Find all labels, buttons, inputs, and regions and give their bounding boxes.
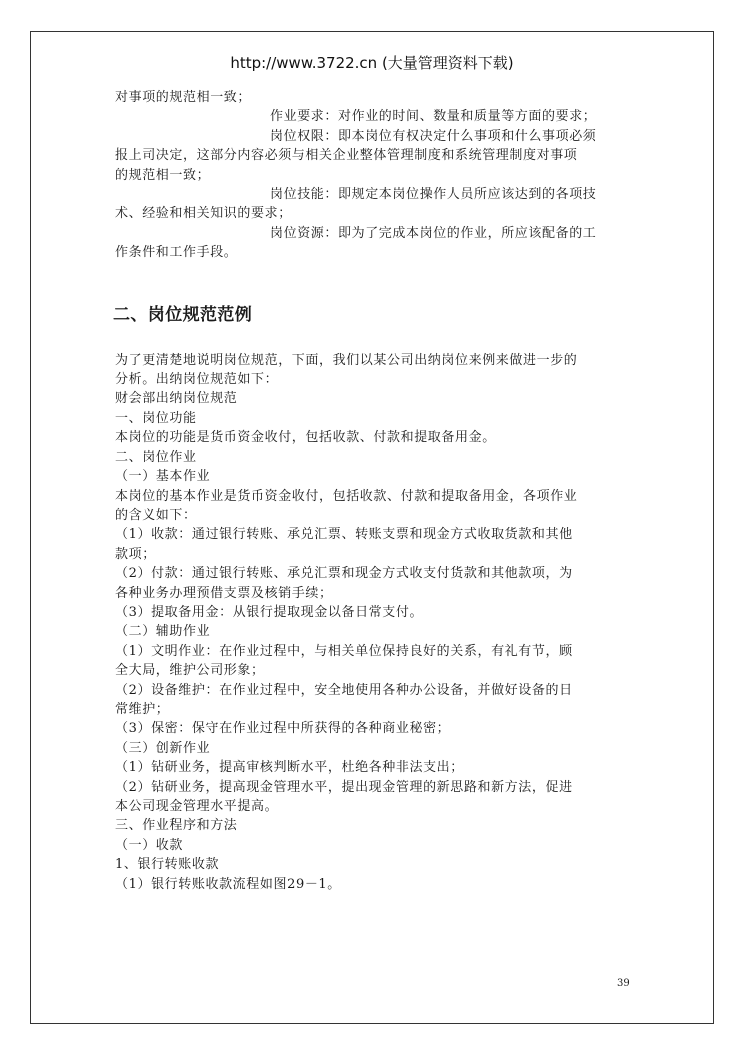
text-line: 作业要求：对作业的时间、数量和质量等方面的要求； xyxy=(270,109,597,125)
text-line: 全大局，维护公司形象； xyxy=(115,663,265,679)
text-line: （1）钻研业务，提高审核判断水平，杜绝各种非法支出； xyxy=(115,760,464,776)
text-line: 本岗位的功能是货币资金收付，包括收款、付款和提取备用金。 xyxy=(115,430,496,446)
text-line: 术、经验和相关知识的要求； xyxy=(115,206,292,222)
text-line: 对事项的规范相一致； xyxy=(115,90,252,105)
text-line: 的含义如下： xyxy=(115,507,197,523)
text-line: （1）收款：通过银行转账、承兑汇票、转账支票和现金方式收取货款和其他 xyxy=(115,527,573,543)
section-heading: 二、岗位规范范例 xyxy=(113,304,253,325)
text-line: （3）保密：保守在作业过程中所获得的各种商业秘密； xyxy=(115,721,451,737)
text-line: （1）文明作业：在作业过程中，与相关单位保持良好的关系，有礼有节，顾 xyxy=(115,643,573,659)
text-line: 岗位资源：即为了完成本岗位的作业，所应该配备的工 xyxy=(270,225,597,241)
text-line: （二）辅助作业 xyxy=(115,624,211,640)
document-body xyxy=(115,88,633,894)
text-line: 款项； xyxy=(115,546,156,562)
text-line: （一）基本作业 xyxy=(115,469,211,485)
text-line: （1）银行转账收款流程如图29－1。 xyxy=(115,876,341,892)
text-line: （三）创新作业 xyxy=(115,740,211,756)
text-line: 三、作业程序和方法 xyxy=(115,818,238,834)
text-line: 本岗位的基本作业是货币资金收付，包括收款、付款和提取备用金，各项作业 xyxy=(115,488,578,504)
text-line: 作条件和工作手段。 xyxy=(115,245,238,261)
text-line: 报上司决定，这部分内容必须与相关企业整体管理制度和系统管理制度对事项 xyxy=(115,148,578,164)
text-line: 常维护； xyxy=(115,701,170,717)
text-line: 为了更清楚地说明岗位规范，下面，我们以某公司出纳岗位来例来做进一步的 xyxy=(115,352,578,368)
text-line: 的规范相一致； xyxy=(115,167,211,183)
text-line: 分析。出纳岗位规范如下： xyxy=(115,372,279,388)
text-line: 1、银行转账收款 xyxy=(115,857,220,873)
text-line: 各种业务办理预借支票及核销手续； xyxy=(115,585,333,601)
header-url: http://www.3722.cn (大量管理资料下载) xyxy=(230,54,514,72)
text-line: 财会部出纳岗位规范 xyxy=(115,391,238,407)
text-line: 二、岗位作业 xyxy=(115,449,197,465)
text-line: 岗位技能：即规定本岗位操作人员所应该达到的各项技 xyxy=(270,187,597,203)
text-line: 本公司现金管理水平提高。 xyxy=(115,799,279,814)
text-line: （2）设备维护：在作业过程中，安全地使用各种办公设备，并做好设备的日 xyxy=(115,682,573,698)
page-number: 39 xyxy=(617,978,630,989)
text-line: （3）提取备用金：从银行提取现金以备日常支付。 xyxy=(115,604,424,620)
text-line: （一）收款 xyxy=(115,837,184,853)
text-line: 一、岗位功能 xyxy=(115,410,197,426)
text-line: 岗位权限：即本岗位有权决定什么事项和什么事项必须 xyxy=(270,128,597,144)
text-line: （2）付款：通过银行转账、承兑汇票和现金方式收支付货款和其他款项，为 xyxy=(115,566,573,582)
text-line: （2）钻研业务，提高现金管理水平，提出现金管理的新思路和新方法，促进 xyxy=(115,779,573,795)
